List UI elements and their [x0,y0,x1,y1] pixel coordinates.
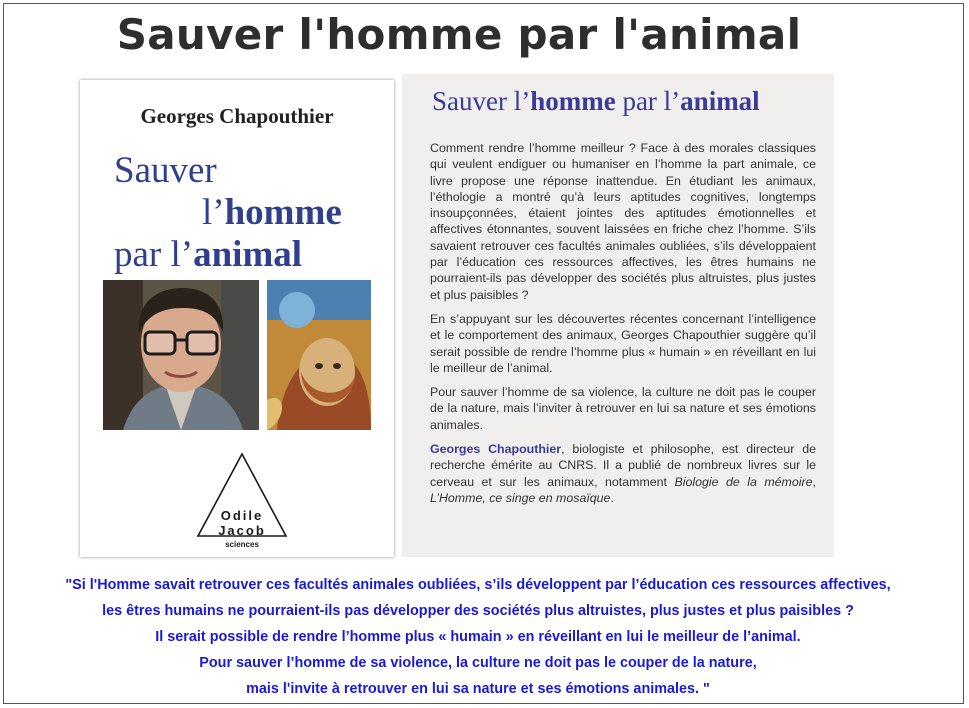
back-paragraph-3: Pour sauver l’homme de sa violence, la culture ne doit pas le couper de la nature, mais l’inviter à retrouver en lui sa nature et ses émotions animales. [430,385,816,432]
cover-title-line1: Sauver [114,150,217,191]
quote-block [8,572,948,702]
book-back-cover [402,74,834,557]
back-title-prefix: Sauver l’ [432,86,531,116]
cover-title-line3 [114,234,342,276]
book-front-cover [80,80,394,557]
bio-text: , biologiste et philosophe, est directeur de recherche émérite au CNRS. Il a publié de nombreux livres sur le cerveau et sur les animaux, notamment [430,442,816,489]
quote-line-5: mais l'invite à retrouver en lui sa nature et ses émotions animales. " [246,681,710,697]
cover-author: Georges Chapouthier [140,104,334,128]
bio-book-2: L’Homme, ce singe en mosaïque [430,490,611,505]
bio-book-1: Biologie de la mémoire [674,474,813,489]
page-title: Sauver l'homme par l'animal [116,10,802,59]
cover-title-line2 [114,192,342,234]
back-cover-text [430,140,816,514]
cover-title-line3-prefix: par l’ [114,234,194,275]
cover-title-line2-prefix: l’ [202,192,225,233]
publisher-name-line1: Odile [220,508,264,523]
back-author-bio [430,441,816,506]
cover-title [114,150,342,276]
quote-line-2: les êtres humains ne pourraient-ils pas développer des sociétés plus altruistes, plus justes et plus paisibles ? [102,603,854,619]
quote-line-3: Il serait possible de rendre l’homme plus « humain » en réveillant en lui le meilleur de l’animal. [155,629,801,645]
bio-separator: , [812,474,816,489]
back-title-bold2: animal [680,86,760,116]
back-cover-title [432,86,760,117]
cover-title-line2-bold: homme [224,192,342,233]
back-title-middle: par l’ [615,86,681,116]
bio-end: . [610,490,614,505]
publisher-collection: sciences [225,540,259,549]
bio-author-name: Georges Chapouthier [430,442,562,457]
author-photo [103,280,259,430]
author-photo-illustration [103,280,259,430]
page-frame [3,3,964,704]
back-paragraph-1: Comment rendre l’homme meilleur ? Face à des morales classiques qui veulent endiguer ou humaniser en l’homme la part animale, ce livre propose une réponse inattendue. En étudiant les animaux, l’éthologie a montré qu’à leurs aptitudes cognitives, longtemps insoupçonnées, étaient jointes des aptitudes émotionnelles et affectives étonnantes, souvent laissées en friche chez l’homme. S’ils savaient retrouver ces facultés animales oubliées, s’ils développaient par l’éducation ces ressources affectives, les êtres humains ne pourraient-ils pas développer des sociétés plus altruistes, plus justes et plus paisibles ? [430,141,816,302]
publisher-logo [192,450,292,550]
back-title-bold1: homme [530,86,616,116]
cover-painting-illustration [267,280,371,430]
cover-title-line3-bold: animal [193,234,303,275]
quote-line-4: Pour sauver l’homme de sa violence, la culture ne doit pas le couper de la nature, [199,655,757,671]
quote-line-1: "Si l'Homme savait retrouver ces facultés animales oubliées, s’ils développent par l’éducation ces ressources affectives, [65,577,891,593]
publisher-name-line2: Jacob [218,523,266,538]
cover-painting [267,280,371,430]
back-paragraph-2: En s’appuyant sur les découvertes récentes concernant l’intelligence et le comportement des animaux, Georges Chapouthier suggère qu’il serait possible de rendre l’homme plus « humain » en réveillant en lui le meilleur de l’animal. [430,311,816,375]
